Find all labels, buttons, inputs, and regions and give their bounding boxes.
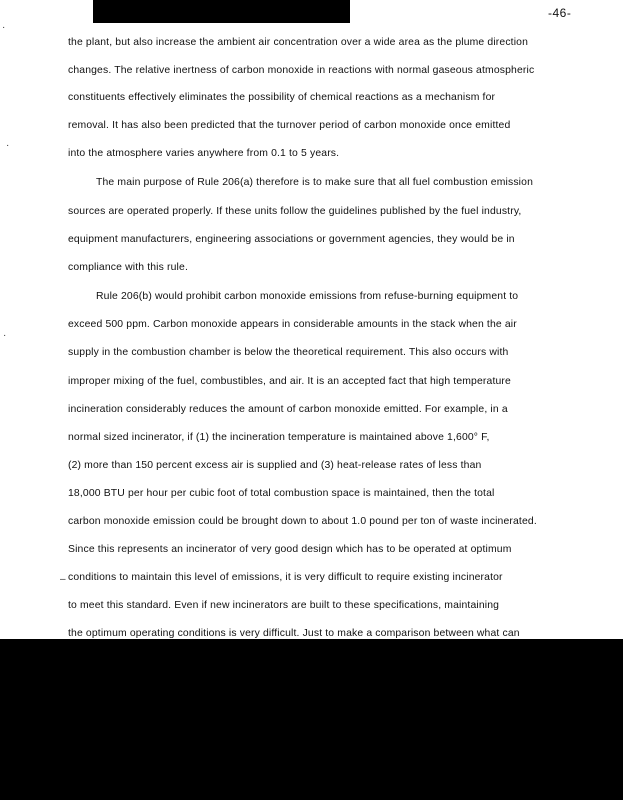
paragraph-3-line-4: improper mixing of the fuel, combustibles, and air. It is an accepted fact that high temperature [68, 376, 511, 387]
paragraph-3-line-11: conditions to maintain this level of emissions, it is very difficult to require existing incinerator [68, 572, 503, 583]
paragraph-3-line-8: 18,000 BTU per hour per cubic foot of total combustion space is maintained, then the total [68, 488, 495, 499]
paragraph-3-line-13: the optimum operating conditions is very difficult. Just to make a comparison between what can [68, 628, 520, 639]
scan-speck: · [2, 22, 6, 33]
paragraph-3-line-5: incineration considerably reduces the amount of carbon monoxide emitted. For example, in a [68, 404, 508, 415]
paragraph-3-line-7: (2) more than 150 percent excess air is supplied and (3) heat-release rates of less than [68, 460, 482, 471]
paragraph-2-line-2: sources are operated properly. If these units follow the guidelines published by the fuel industry, [68, 206, 522, 217]
paragraph-3-line-12: to meet this standard. Even if new incinerators are built to these specifications, maintaining [68, 600, 500, 611]
paragraph-3-line-2: exceed 500 ppm. Carbon monoxide appears in considerable amounts in the stack when the air [68, 319, 517, 330]
paragraph-1-line-4: removal. It has also been predicted that the turnover period of carbon monoxide once emitted [68, 120, 511, 131]
paragraph-3-line-10: Since this represents an incinerator of very good design which has to be operated at optimum [68, 544, 512, 555]
paragraph-2-line-3: equipment manufacturers, engineering associations or government agencies, they would be in [68, 234, 515, 245]
paragraph-3-line-6: normal sized incinerator, if (1) the incineration temperature is maintained above 1,600° F, [68, 432, 490, 443]
paragraph-3-line-9: carbon monoxide emission could be brought down to about 1.0 pound per ton of waste incinerated. [68, 516, 537, 527]
redaction-bar-top [93, 0, 350, 23]
scan-speck: · [6, 140, 10, 151]
paragraph-3-line-1: Rule 206(b) would prohibit carbon monoxide emissions from refuse-burning equipment to [96, 291, 519, 302]
paragraph-1-line-5: into the atmosphere varies anywhere from 0.1 to 5 years. [68, 148, 340, 159]
scan-speck: · [3, 330, 7, 341]
paragraph-1-line-2: changes. The relative inertness of carbon monoxide in reactions with normal gaseous atmospheric [68, 65, 535, 76]
page-number: -46- [548, 6, 572, 20]
paragraph-2-line-4: compliance with this rule. [68, 262, 188, 273]
paragraph-1-line-3: constituents effectively eliminates the possibility of chemical reactions as a mechanism for [68, 92, 496, 103]
redaction-bar-bottom [0, 639, 623, 800]
paragraph-1-line-1: the plant, but also increase the ambient air concentration over a wide area as the plume direction [68, 37, 529, 48]
paragraph-3-line-3: supply in the combustion chamber is below the theoretical requirement. This also occurs with [68, 347, 509, 358]
paragraph-2-line-1: The main purpose of Rule 206(a) therefore is to make sure that all fuel combustion emission [96, 177, 533, 188]
scan-speck: – [60, 574, 66, 585]
